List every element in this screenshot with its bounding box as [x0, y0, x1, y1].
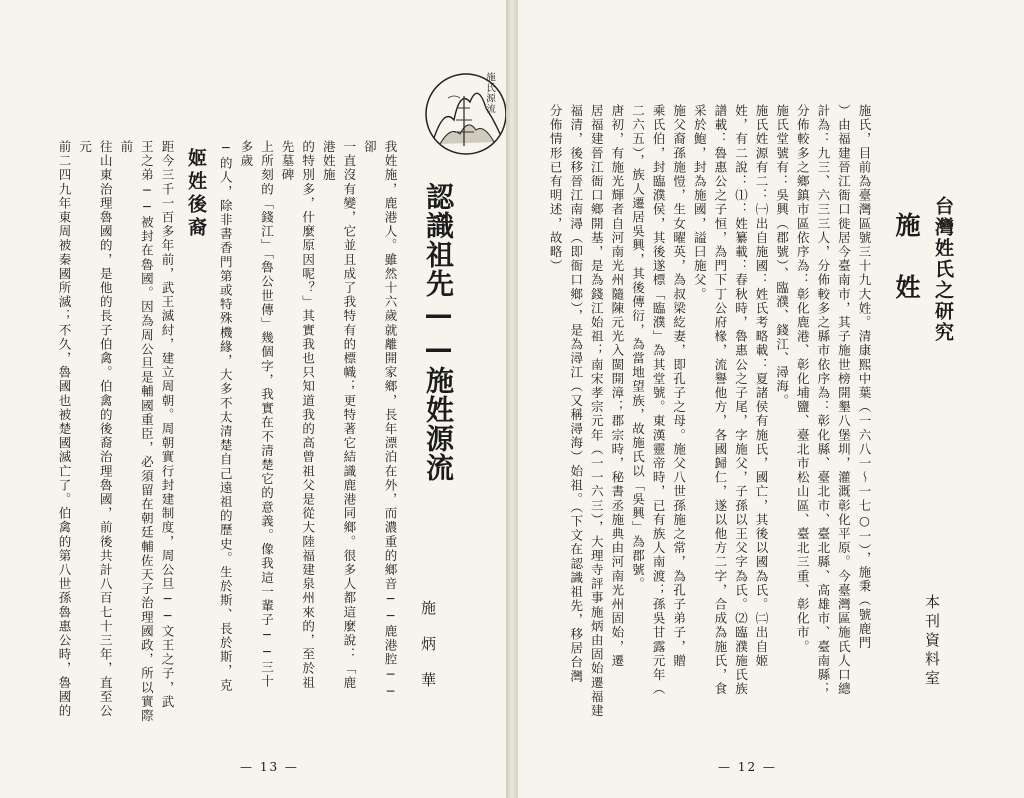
- author-name: 施 炳 華: [419, 600, 437, 690]
- book-gutter: [506, 0, 518, 798]
- article-title: 認識祖先——施姓源流: [422, 182, 455, 482]
- source-credit: 本刊資料室: [923, 594, 941, 689]
- logo-caption: 施氏源流: [484, 72, 495, 114]
- section-heading: 姬姓後裔: [185, 148, 207, 240]
- right-page: [518, 0, 1024, 798]
- landscape-emblem-icon: [420, 68, 512, 160]
- right-article-body: 施氏，目前為臺灣區號三十九大姓。清康熙中葉（一六八一～一七○一），施秉（號鹿門 ）由福建晉江衙口徙居今臺南市，其子施世榜開墾八堡圳，灌溉彰化平原。今臺灣區施氏人口總 計為：九三、六三三人，分佈較多之縣市依序為：彰化縣、臺北市、臺北縣、高雄市、臺南縣； 分佈較多之鄉鎮市區依序為：彰化鹿港、彰化埔鹽、臺北市松山區、臺北三重、彰化市。 施氏堂號有：吳興（郡號）、臨濮、錢江、潯海。 施氏姓源有二：㈠出自施國：姓氏考略載：夏諸侯有施氏，國亡，其後以國為氏。㈡出自姬 姓，有二說：⑴：姓纂載：春秋時，魯惠公之子尾，字施父，子孫以王父字為氏。⑵臨濮施氏族 譜載：魯惠公之子恒，為門下丁公府椽，流譽他方，各國歸仁，遂以他方二字，合成為施氏，食 采於鮑，封為施國，謚曰施父。 施父裔孫施愷，生女曜英，為叔梁紇妻，即孔子之母。施父八世孫施之常，為孔子弟子，贈 乘氏伯，封臨濮侯，其後遂標「臨濮」為其堂號。東漢靈帝時，已有族人南渡；孫吳甘露元年（ 二六五），族人遷居吳興，其後傳衍，為當地望族，故施氏以「吳興」為郡號。 唐初，有施光輝者自河南光州隨陳元光入閩開漳；郡宗時，秘書丞施典由河南光州固始，遷 居福建晉江衙口鄉開基，是為錢江始祖；南宋孝宗元年（一一六三），大理寺評事施炳由固始遷福建 福清，後移晉江南潯（即衙口鄉），是為潯江（又稱潯海）始祖。（下文在認識祖先，移居台灣 分佈情形已有明述，故略）: [548, 104, 872, 719]
- page-number-13: — 13 —: [240, 760, 299, 774]
- left-page: [0, 0, 506, 798]
- left-article-body: 我姓施，鹿港人。雖然十六歲就離開家鄉，長年漂泊在外，而濃重的鄉音──鹿港腔──卻 一直沒有變，它並且成了我特有的標幟；更特著它結識鹿港同鄉。很多人都這麼說：「鹿港姓施 的特別多，什麼原因呢？」其實我也只知道我的高曾祖父是從大陸福建泉州來的，至於祖先墓碑 上所刻的「錢江」「魯公世傳」幾個字，我實在不清楚它的意義。像我這一輩子──三十多歲 ─的人，除非書香門第或特殊機緣，大多不太清楚自己遠祖的歷史。生於斯、長於斯，克: [218, 140, 398, 700]
- left-section-body: 距今三千一百多年前，武王滅紂，建立周朝。周朝實行封建制度，周公旦──文王之子，武 王之弟──被封在魯國。因為周公旦是輔國重臣，必須留在朝廷輔佐天子治理國政，所以實際前 往山東治理魯國的，是他的長子伯禽。伯禽的後裔治理魯國，前後共計八百七十三年，直至公元 前二四九年東周被秦國所滅；不久，魯國也被楚國滅亡了。伯禽的第八世孫魯惠公時，魯國的: [57, 140, 175, 724]
- surname-origin-logo: [420, 68, 512, 160]
- series-title: 台灣姓氏之研究: [932, 196, 954, 343]
- surname-title: 施 姓: [892, 212, 921, 305]
- page-number-12: — 12 —: [718, 760, 777, 774]
